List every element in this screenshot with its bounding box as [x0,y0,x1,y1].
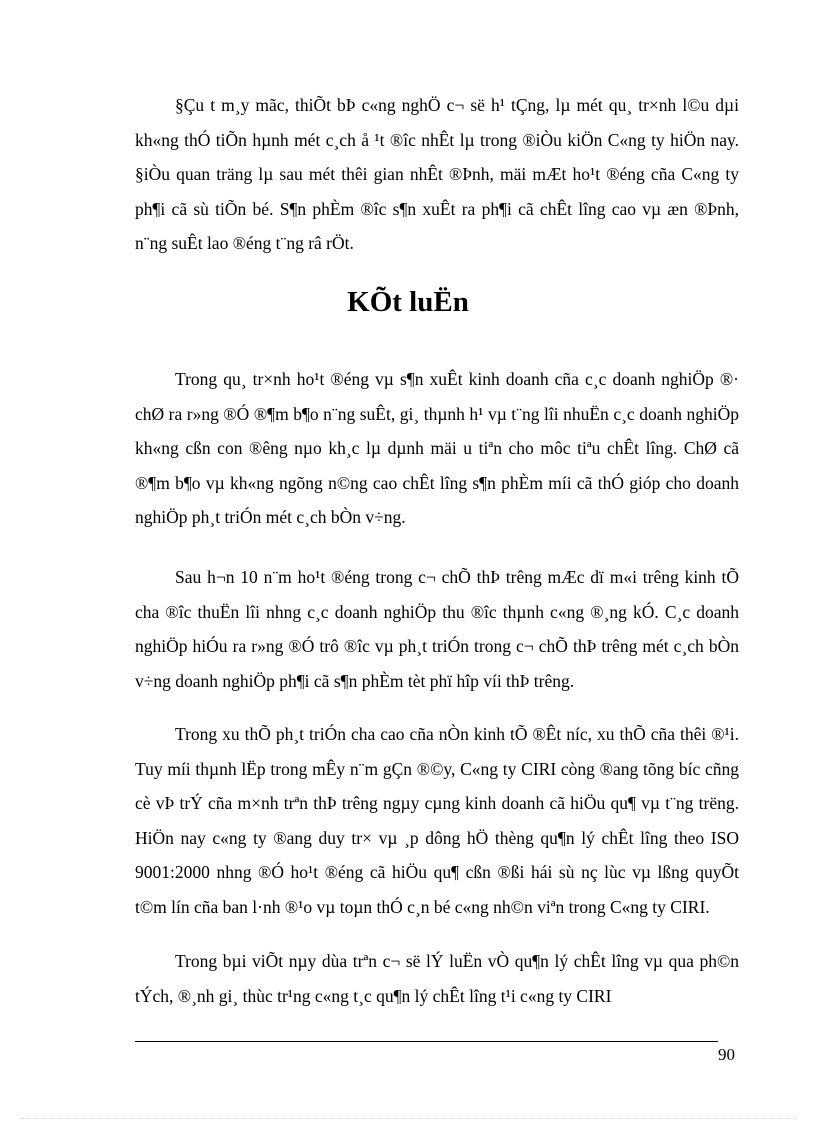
paragraph-article-scope: Trong bµi viÕt nµy dùa trªn c¬ së lÝ luËn vÒ qu¶n lý chÊt lîng vµ qua ph©n tÝch, ®¸nh gi¸ thùc tr¹ng c«ng t¸c qu¶n lý chÊt lîng t¹i c«ng ty CIRI [135,951,739,1006]
paragraph-company-ciri: Trong xu thÕ ph¸t triÓn cha cao cña nÒn kinh tÕ ®Êt níc, xu thÕ cña thêi ®¹i. Tuy míi thµnh lËp trong mÊy n¨m gÇn ®©y, C«ng ty CIRI còng ®ang tõng bíc cñng cè vÞ trÝ cña m×nh trªn thÞ trêng ngµy cµng kinh doanh cã hiÖu qu¶ vµ t¨ng trëng. HiÖn nay c«ng ty ®ang duy tr× vµ ¸p dông hÖ thèng qu¶n lý chÊt lîng theo ISO 9001:2000 nhng ®Ó ho¹t ®éng cã hiÖu qu¶ cßn ®ßi hái sù nç lùc vµ lßng quyÕt t©m lín cña ban l·nh ®¹o vµ toµn thÓ c¸n bé c«ng nh©n viªn trong C«ng ty CIRI. [135,724,739,917]
page-bottom-dotted-border [20,1118,796,1119]
page-number: 90 [718,1045,735,1064]
paragraph-market-experience: Sau h¬n 10 n¨m ho¹t ®éng trong c¬ chÕ thÞ trêng mÆc dï m«i trêng kinh tÕ cha ®îc thuËn lîi nhng c¸c doanh nghiÖp thu ®îc thµnh c«ng ®¸ng kÓ. C¸c doanh nghiÖp hiÓu ra r»ng ®Ó trô ®îc vµ ph¸t triÓn trong c¬ chÕ thÞ trêng mét c¸ch bÒn v÷ng doanh nghiÖp ph¶i cã s¶n phÈm tèt phï hîp víi thÞ trêng. [135,567,739,691]
section-heading: KÕt luËn [347,286,469,318]
footer-rule [135,1041,718,1042]
paragraph-intro: §Çu t m¸y mãc, thiÕt bÞ c«ng nghÖ c¬ së h¹ tÇng, lµ mét qu¸ tr×nh l©u dµi kh«ng thÓ tiÕn hµnh mét c¸ch å ¹t ®îc nhÊt lµ trong ®iÒu kiÖn C«ng ty hiÖn nay. §iÒu quan träng lµ sau mét thêi gian nhÊt ®Þnh, mäi mÆt ho¹t ®éng cña C«ng ty ph¶i cã sù tiÕn bé. S¶n phÈm ®îc s¶n xuÊt ra ph¶i cã chÊt lîng cao vµ æn ®Þnh, n¨ng suÊt lao ®éng t¨ng râ rÖt. [135,95,739,253]
paragraph-quality-priority: Trong qu¸ tr×nh ho¹t ®éng vµ s¶n xuÊt kinh doanh cña c¸c doanh nghiÖp ®· chØ ra r»ng ®Ó ®¶m b¶o n¨ng suÊt, gi¸ thµnh h¹ vµ t¨ng lîi nhuËn c¸c doanh nghiÖp kh«ng cßn con ®êng nµo kh¸c lµ dµnh mäi u tiªn cho môc tiªu chÊt lîng. ChØ cã ®¶m b¶o vµ kh«ng ngõng n©ng cao chÊt lîng s¶n phÈm míi cã thÓ gióp cho doanh nghiÖp ph¸t triÓn mét c¸ch bÒn v÷ng. [135,369,739,527]
